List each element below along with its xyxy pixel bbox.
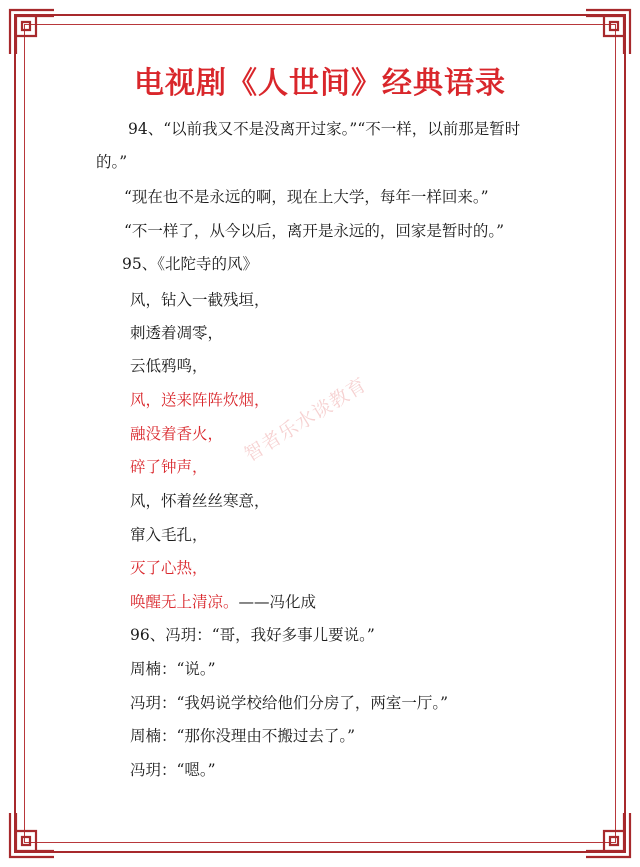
poem-line: 风，钻入一截残垣， xyxy=(130,291,270,309)
poem-line: 刺透着凋零， xyxy=(130,324,224,342)
dialogue-line: 冯玥：“我妈说学校给他们分房了，两室一厅。” xyxy=(130,694,449,712)
poem-line-highlighted: 碎了钟声， xyxy=(130,458,208,476)
poem-line-highlighted: 灭了心热， xyxy=(130,559,208,577)
decorative-frame-inner xyxy=(24,24,616,843)
corner-ornament-icon xyxy=(8,8,56,56)
dialogue-line: 周楠：“那你没理由不搬过去了。” xyxy=(130,727,356,745)
poem-line-highlighted: 唤醒无上清凉。 xyxy=(130,593,239,611)
quote-95-heading: 95、《北陀寺的风》 xyxy=(122,255,258,273)
poem-line-highlighted: 风，送来阵阵炊烟， xyxy=(130,391,270,409)
dialogue-line: 冯玥：“嗯。” xyxy=(130,761,216,779)
poem-line: 风，怀着丝丝寒意， xyxy=(130,492,270,510)
poem-line: 窜入毛孔， xyxy=(130,526,208,544)
watermark: 智者乐水谈教育 xyxy=(240,373,372,467)
dialogue-line: 周楠：“说。” xyxy=(130,660,216,678)
corner-ornament-icon xyxy=(8,811,56,859)
quote-94-line-2: 的。” xyxy=(96,153,128,171)
corner-ornament-icon xyxy=(584,811,632,859)
poem-line-highlighted: 融没着香火， xyxy=(130,425,224,443)
page-title: 电视剧《人世间》经典语录 xyxy=(134,66,506,101)
quote-94-line-4: “不一样了，从今以后，离开是永远的，回家是暂时的。” xyxy=(124,222,505,240)
dialogue-line: 96、冯玥：“哥，我好多事儿要说。” xyxy=(130,626,375,644)
corner-ornament-icon xyxy=(584,8,632,56)
quote-94-line-3: “现在也不是永远的啊，现在上大学，每年一样回来。” xyxy=(124,188,489,206)
poem-line: 云低鸦鸣， xyxy=(130,357,208,375)
poem-last-line xyxy=(130,591,316,613)
quote-94-line-1: 94、“以前我又不是没离开过家。”“不一样，以前那是暂时 xyxy=(128,120,521,138)
poem-author: ——冯化成 xyxy=(238,593,317,611)
